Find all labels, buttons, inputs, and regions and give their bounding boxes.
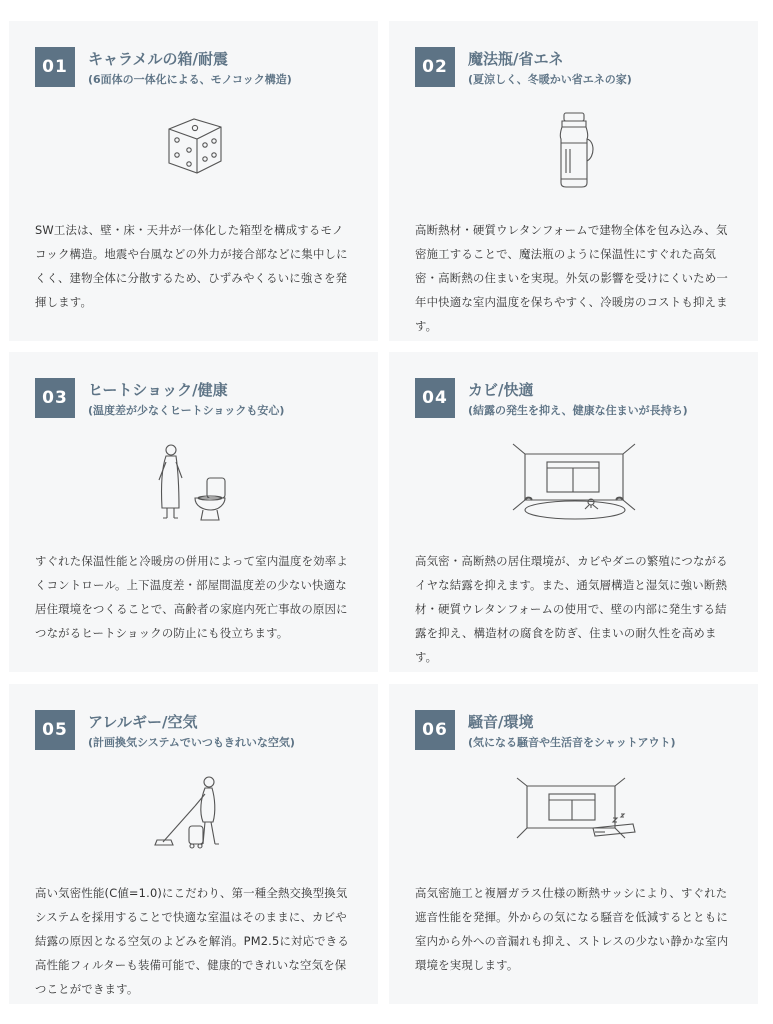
feature-subtitle: (結露の発生を抑え、健康な住まいが長持ち): [468, 404, 688, 417]
feature-card-06: [389, 684, 758, 1004]
feature-body: SW工法は、壁・床・天井が一体化した箱型を構成するモノコック構造。地震や台風などの外力が接合部などに集中しにくく、建物全体に分散するため、ひずみやくるいに強さを発揮します。: [35, 223, 348, 310]
feature-card-03: [9, 352, 378, 672]
feature-title: ヒートショック/健康: [88, 381, 228, 399]
feature-body: 高気密・高断熱の居住環境が、カビやダニの繁殖につながるイヤな結露を抑えます。また、通気層構造と湿気に強い断熱材・硬質ウレタンフォームの使用で、壁の内部に発生する結露を抑え、構造材の腐食を防ぎ、住まいの耐久性を高めます。: [415, 554, 728, 665]
feature-number: 02: [415, 47, 455, 87]
feature-title: カビ/快適: [468, 381, 534, 399]
feature-number: 05: [35, 710, 75, 750]
feature-title: 魔法瓶/省エネ: [468, 50, 564, 68]
feature-body: 高断熱材・硬質ウレタンフォームで建物全体を包み込み、気密施工することで、魔法瓶のように保温性にすぐれた高気密・高断熱の住まいを実現。外気の影響を受けにくいため一年中快適な室内温度を保ちやすく、冷暖房のコストも抑えます。: [415, 223, 728, 334]
feature-title: キャラメルの箱/耐震: [88, 50, 229, 68]
feature-number: 03: [35, 378, 75, 418]
feature-subtitle: (夏涼しく、冬暖かい省エネの家): [468, 73, 632, 86]
feature-number: 06: [415, 710, 455, 750]
feature-subtitle: (気になる騒音や生活音をシャットアウト): [468, 736, 676, 749]
room-sleeping-icon: [389, 772, 758, 872]
feature-body: 高い気密性能(C値=1.0)にこだわり、第一種全熱交換型換気システムを採用することで快適な室温はそのままに、カビや結露の原因となる空気のよどみを解消。PM2.5に対応できる高性能フィルターも装備可能で、健康的できれいな空気を保つことができます。: [35, 886, 349, 997]
feature-number: 01: [35, 47, 75, 87]
feature-card-02: [389, 21, 758, 341]
feature-title: アレルギー/空気: [88, 713, 198, 731]
feature-card-04: [389, 352, 758, 672]
feature-number: 04: [415, 378, 455, 418]
feature-body: 高気密施工と複層ガラス仕様の断熱サッシにより、すぐれた遮音性能を発揮。外からの気になる騒音を低減するとともに室内から外への音漏れも抑え、ストレスの少ない静かな室内環境を実現します。: [415, 886, 729, 973]
feature-card-05: [9, 684, 378, 1004]
feature-body: すぐれた保温性能と冷暖房の併用によって室内温度を効率よくコントロール。上下温度差・部屋間温度差の少ない快適な居住環境をつくることで、高齢者の家庭内死亡事故の原因につながるヒートショックの防止にも役立ちます。: [35, 554, 348, 641]
room-window-icon: [389, 440, 758, 540]
feature-subtitle: (温度差が少なくヒートショックも安心): [88, 404, 285, 417]
feature-subtitle: (6面体の一体化による、モノコック構造): [88, 73, 292, 86]
person-toilet-icon: [9, 440, 378, 540]
dice-box-icon: [9, 109, 378, 209]
feature-card-01: [9, 21, 378, 341]
feature-title: 騒音/環境: [468, 713, 534, 731]
thermos-icon: [389, 109, 758, 209]
person-vacuum-icon: [9, 772, 378, 872]
feature-subtitle: (計画換気システムでいつもきれいな空気): [88, 736, 295, 749]
